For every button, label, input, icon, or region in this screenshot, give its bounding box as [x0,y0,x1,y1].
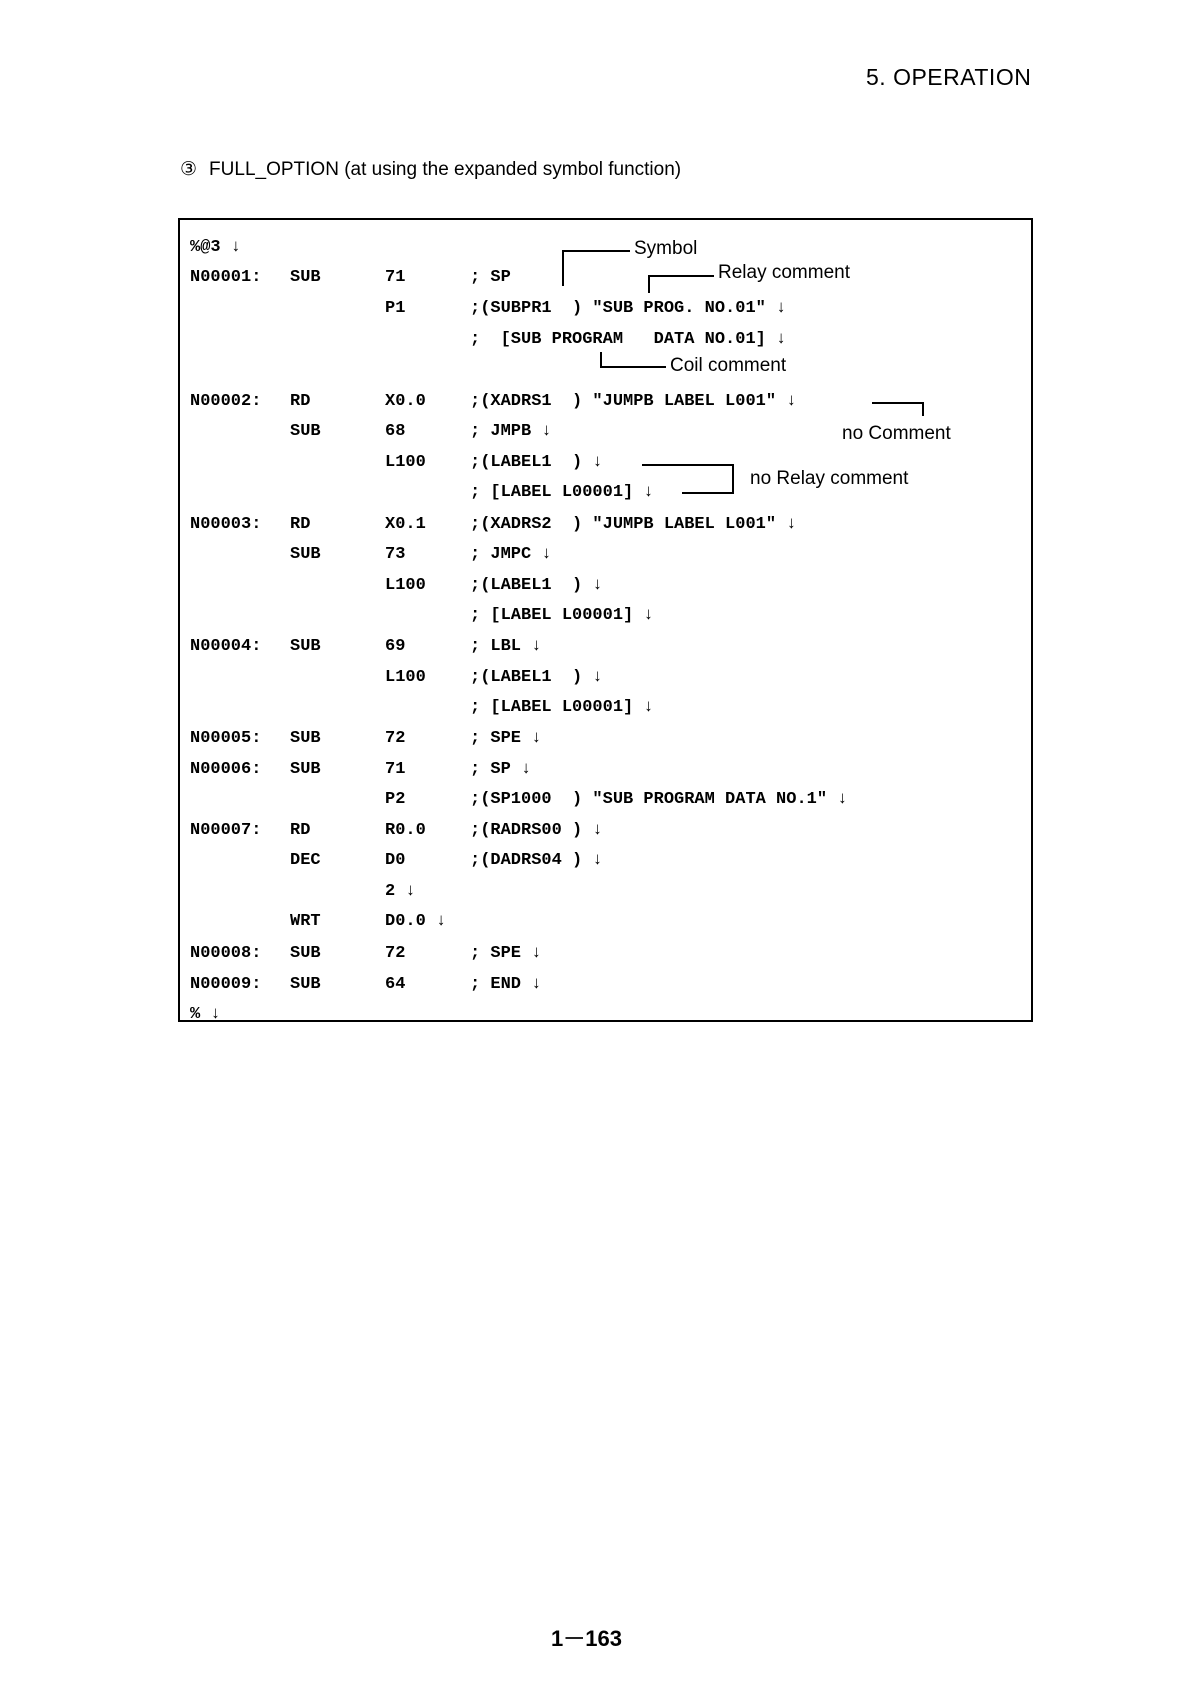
listing-arg: 64 [385,975,406,994]
subtitle [180,158,681,181]
listing-comment: ; [LABEL L00001] ↓ [470,698,654,717]
listing-label: N00005: [190,729,262,748]
listing-label: N00006: [190,760,262,779]
listing-label: N00009: [190,975,262,994]
listing-comment: ;(LABEL1 ) ↓ [470,453,603,472]
listing-arg: D0.0 ↓ [385,912,447,931]
listing-arg: 68 [385,422,406,441]
annotation-no-relay-comment: no Relay comment [750,468,909,489]
listing-arg: L100 [385,453,426,472]
leader-line [648,275,650,293]
listing-comment: ;(SP1000 ) "SUB PROGRAM DATA NO.1" ↓ [470,790,848,809]
leader-line [642,464,734,466]
listing-arg: P2 [385,790,406,809]
listing-arg: P1 [385,299,406,318]
listing-label: N00004: [190,637,262,656]
listing-arg: 73 [385,545,406,564]
listing-comment: ;(SUBPR1 ) "SUB PROG. NO.01" ↓ [470,299,787,318]
listing-label: N00007: [190,821,262,840]
listing-comment: ;(XADRS1 ) "JUMPB LABEL L001" ↓ [470,392,797,411]
listing-op: SUB [290,975,321,994]
listing-label: N00008: [190,944,262,963]
listing-comment: ; SP [470,268,511,287]
listing-comment: ; [SUB PROGRAM DATA NO.01] ↓ [470,330,787,349]
listing-label: N00001: [190,268,262,287]
listing-arg: 71 [385,760,406,779]
leader-line [732,464,734,494]
listing-comment: ;(DADRS04 ) ↓ [470,851,603,870]
annotation-coil-comment: Coil comment [670,355,787,376]
listing-op: SUB [290,422,321,441]
listing-comment: ; JMPC ↓ [470,545,552,564]
leader-line [872,402,924,404]
page-number: 1－163 [551,1626,622,1651]
listing-op: RD [290,821,311,840]
listing-op: SUB [290,268,321,287]
listing-arg: 71 [385,268,406,287]
listing-op: DEC [290,851,321,870]
listing-op: RD [290,515,311,534]
listing-arg: 69 [385,637,406,656]
listing-arg: 72 [385,729,406,748]
leader-line [562,250,630,252]
subtitle-text: FULL_OPTION (at using the expanded symbol function) [209,159,682,180]
listing-label: % ↓ [190,1005,221,1024]
listing-comment: ; SPE ↓ [470,944,542,963]
listing-op: SUB [290,944,321,963]
listing-comment: ; SP ↓ [470,760,532,779]
listing-comment: ; [LABEL L00001] ↓ [470,483,654,502]
listing-op: SUB [290,637,321,656]
listing-arg: 72 [385,944,406,963]
listing-op: SUB [290,729,321,748]
listing-comment: ; END ↓ [470,975,542,994]
listing-arg: X0.1 [385,515,426,534]
listing-comment: ;(XADRS2 ) "JUMPB LABEL L001" ↓ [470,515,797,534]
listing-arg: 2 ↓ [385,882,416,901]
circled-number-marker: ③ [180,159,198,180]
listing-op: WRT [290,912,321,931]
listing-comment: ; [LABEL L00001] ↓ [470,606,654,625]
leader-line [648,275,714,277]
listing-arg: L100 [385,668,426,687]
listing-arg: X0.0 [385,392,426,411]
leader-line [600,366,666,368]
listing-comment: ;(LABEL1 ) ↓ [470,576,603,595]
section-header: 5. OPERATION [866,64,1032,90]
listing-label: N00003: [190,515,262,534]
listing-comment: ; SPE ↓ [470,729,542,748]
leader-line [682,492,734,494]
listing-comment: ; LBL ↓ [470,637,542,656]
listing-op: SUB [290,545,321,564]
listing-label: N00002: [190,392,262,411]
leader-line [922,402,924,416]
listing-comment: ;(RADRS00 ) ↓ [470,821,603,840]
listing-arg: L100 [385,576,426,595]
leader-line [562,250,564,286]
annotation-no-comment: no Comment [842,423,951,444]
listing-label: %@3 ↓ [190,238,242,257]
listing-comment: ;(LABEL1 ) ↓ [470,668,603,687]
listing-comment: ; JMPB ↓ [470,422,552,441]
listing-op: RD [290,392,311,411]
listing-arg: R0.0 [385,821,426,840]
annotation-symbol: Symbol [634,238,698,259]
listing-op: SUB [290,760,321,779]
annotation-relay-comment: Relay comment [718,262,850,283]
listing-arg: D0 [385,851,406,870]
